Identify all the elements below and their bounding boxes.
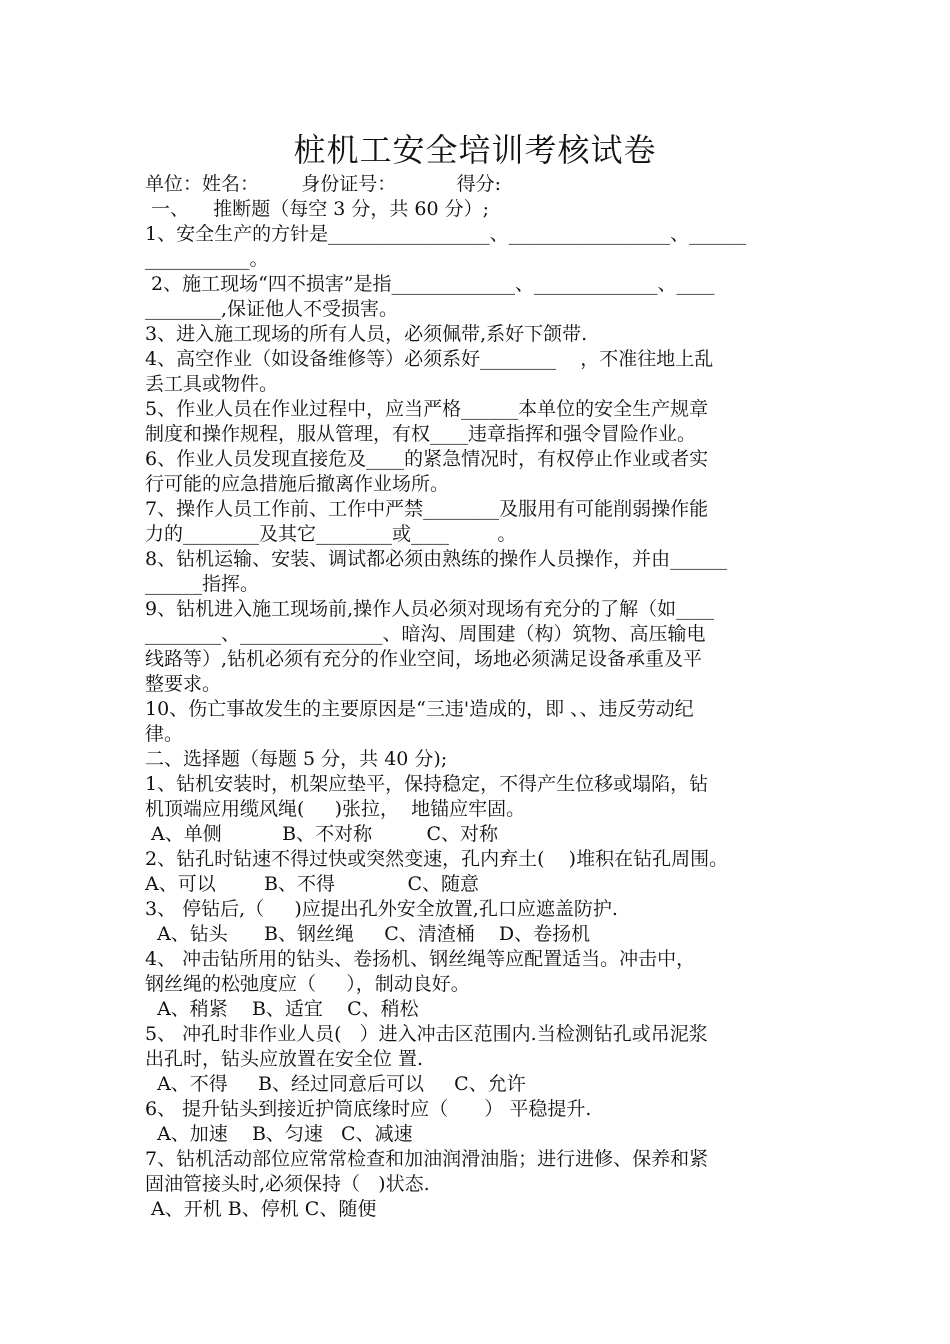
section2-line: 机顶端应用缆风绳( )张拉， 地锚应牢固。: [145, 798, 526, 820]
section1-line: 线路等）,钻机必须有充分的作业空间，场地必须满足设备承重及平: [145, 648, 703, 670]
section2-line: 5、 冲孔时非作业人员( ）进入冲击区范围内.当检测钻孔或吊泥浆: [145, 1023, 708, 1045]
section2-line: 固油管接头时,必须保持（ )状态.: [145, 1173, 430, 1195]
section1-line: 行可能的应急措施后撤离作业场所。: [145, 473, 450, 495]
section2-line: A、开机 B、停机 C、随便: [145, 1198, 377, 1220]
section2-line: 3、 停钻后,（ )应提出孔外安全放置,孔口应遮盖防护.: [145, 898, 618, 920]
section2-line: 1、钻机安装时，机架应垫平，保持稳定，不得产生位移或塌陷，钻: [145, 773, 709, 795]
section1-line: 2、施工现场“四不损害”是指_____________、_____________、____: [145, 273, 715, 295]
section1-line: 力的________及其它________或____ 。: [145, 523, 517, 545]
section1-line: 律。: [145, 723, 184, 745]
section2-line: A、可以 B、不得 C、随意: [145, 873, 480, 895]
section1-line: 整要求。: [145, 673, 222, 695]
section2-line: 4、 冲击钻所用的钻头、卷扬机、钢丝绳等应配置适当。冲击中，: [145, 948, 696, 970]
section2-line: 7、钻机活动部位应常常检查和加油润滑油脂；进行进修、保养和紧: [145, 1148, 709, 1170]
header-info-line: 单位：姓名： 身份证号： 得分:: [145, 173, 502, 195]
section1-line: 9、钻机进入施工现场前,操作人员必须对现场有充分的了解（如____: [145, 598, 715, 620]
section2-line: A、加速 B、匀速 C、减速: [145, 1123, 413, 1145]
section1-line: ________,保证他人不受损害。: [145, 298, 399, 320]
section2-line: 出孔时，钻头应放置在安全位 置.: [145, 1048, 424, 1070]
section1-line: 丢工具或物件。: [145, 373, 279, 395]
section1-line: 5、作业人员在作业过程中，应当严格______本单位的安全生产规章: [145, 398, 709, 420]
section2-line: A、单侧 B、不对称 C、对称: [145, 823, 499, 845]
section1-line: ___________。: [145, 248, 269, 270]
section2-line: 钢丝绳的松弛度应（ ），制动良好。: [145, 973, 470, 995]
section2-line: A、不得 B、经过同意后可以 C、允许: [145, 1073, 526, 1095]
section1-line: 8、钻机运输、安装、调试都必须由熟练的操作人员操作，并由______: [145, 548, 728, 570]
section1-line: 1、安全生产的方针是_________________、_________________、______: [145, 223, 747, 245]
section1-line: 4、高空作业（如设备维修等）必须系好________ ，不准往地上乱: [145, 348, 714, 370]
section1-line: 3、进入施工现场的所有人员，必须佩带,系好下颌带.: [145, 323, 588, 345]
section1-line: ________、_______________、暗沟、周围建（构）筑物、高压输电: [145, 623, 706, 645]
section1-line: 10、伤亡事故发生的主要原因是“三违'造成的，即 、、违反劳动纪: [145, 698, 694, 720]
section2-line: 6、 提升钻头到接近护筒底缘时应（ ） 平稳提升.: [145, 1098, 592, 1120]
section1-line: ______指挥。: [145, 573, 260, 595]
section1-line: 6、作业人员发现直接危及____的紧急情况时，有权停止作业或者实: [145, 448, 709, 470]
section1-line: 7、操作人员工作前、工作中严禁________及服用有可能削弱操作能: [145, 498, 709, 520]
section2-line: A、钻头 B、钢丝绳 C、清渣桶 D、卷扬机: [145, 923, 591, 945]
section2-heading: 二、选择题（每题 5 分，共 40 分);: [145, 748, 448, 770]
page-title: 桩机工安全培训考核试卷: [293, 131, 657, 169]
section2-line: A、稍紧 B、适宜 C、稍松: [145, 998, 419, 1020]
section1-line: 制度和操作规程，服从管理，有权____违章指挥和强令冒险作业。: [145, 423, 697, 445]
section1-heading: 一、 推断题（每空 3 分，共 60 分）;: [145, 198, 490, 220]
section2-line: 2、钻孔时钻速不得过快或突然变速，孔内弃土( )堆积在钻孔周围。: [145, 848, 729, 870]
